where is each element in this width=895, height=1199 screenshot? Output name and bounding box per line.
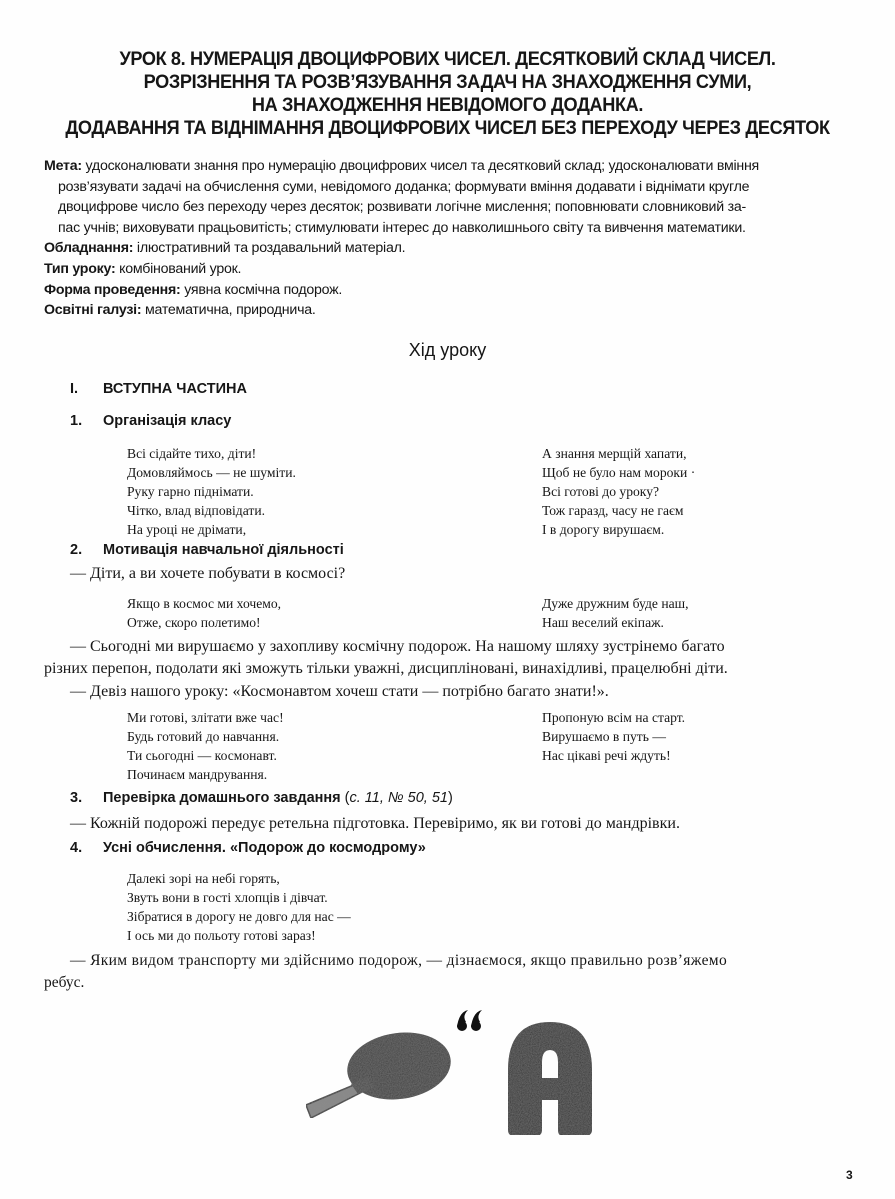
section-heading bbox=[70, 840, 426, 856]
part-number: I. bbox=[70, 381, 79, 397]
part-title: ВСТУПНА ЧАСТИНА bbox=[103, 381, 247, 397]
title-line: ДОДАВАННЯ ТА ВІДНІМАННЯ ДВОЦИФРОВИХ ЧИСЕЛ БЕЗ ПЕРЕХОДУ ЧЕРЕЗ ДЕСЯТОК bbox=[65, 117, 830, 139]
section-title: Організація класу bbox=[103, 413, 232, 429]
para-line: ребус. bbox=[44, 973, 85, 991]
poem-line: Пропоную всім на старт. bbox=[542, 710, 686, 725]
poem-line: Щоб не було нам мороки · bbox=[542, 465, 696, 480]
poem-line: І ось ми до польоту готові зараз! bbox=[127, 928, 316, 943]
rebus-picture bbox=[296, 1000, 616, 1135]
lesson-type-label: Тип уроку: bbox=[44, 260, 116, 277]
poem-line: На уроці не дрімати, bbox=[127, 522, 247, 537]
comma-sign-icon bbox=[457, 1010, 482, 1031]
lesson-form bbox=[44, 280, 884, 301]
edu-fields-label: Освітні галузі: bbox=[44, 302, 142, 319]
poem-line: Звуть вони в гості хлопців і дівчат. bbox=[127, 890, 328, 905]
poem-line: Всі готові до уроку? bbox=[542, 484, 660, 499]
motto: — Девіз нашого уроку: «Космонавтом хочеш стати — потрібно багато знати!». bbox=[70, 683, 609, 700]
section-heading bbox=[70, 413, 231, 429]
course-heading: Хід уроку bbox=[408, 340, 487, 360]
poem-line: Якщо в космос ми хочемо, bbox=[127, 596, 282, 611]
poem-line: Наш веселий екіпаж. bbox=[542, 615, 664, 630]
poem-line: Ти сьогодні — космонавт. bbox=[127, 748, 277, 763]
ref-paren: ( bbox=[344, 790, 350, 806]
poem-line: Вирушаємо в путь — bbox=[542, 729, 666, 744]
section-title: Усні обчислення. «Подорож до космодрому» bbox=[103, 840, 426, 856]
equipment bbox=[44, 238, 884, 259]
poem-line: Руку гарно піднімати. bbox=[127, 484, 254, 499]
goal-label: Мета: bbox=[44, 158, 82, 174]
title-line: УРОК 8. НУМЕРАЦІЯ ДВОЦИФРОВИХ ЧИСЕЛ. ДЕСЯТКОВИЙ СКЛАД ЧИСЕЛ. bbox=[119, 48, 776, 70]
poem-line: Далекі зорі на небі горять, bbox=[127, 871, 280, 886]
poem-line: Всі сідайте тихо, діти! bbox=[127, 446, 257, 461]
question: — Діти, а ви хочете побувати в космосі? bbox=[70, 565, 346, 582]
section-number: 4. bbox=[70, 840, 83, 856]
lesson-type bbox=[44, 259, 884, 280]
poem-line: Тож гаразд, часу не гаєм bbox=[542, 503, 684, 518]
poem-line: Дуже дружним буде наш, bbox=[542, 596, 689, 611]
lesson-meta bbox=[44, 156, 884, 321]
page-number: 3 bbox=[846, 1168, 853, 1182]
equipment-value: ілюстративний та роздавальний матеріал. bbox=[136, 240, 406, 257]
poem-right bbox=[542, 594, 689, 632]
homework-ref: с. 11, № 50, 51 bbox=[349, 790, 448, 806]
goal-line: удосконалювати знання про нумерацію двоцифрових чисел та десятковий склад; удосконалювати вміння bbox=[85, 158, 759, 174]
poem-line: Отже, скоро полетимо! bbox=[127, 615, 261, 630]
section-heading bbox=[70, 542, 344, 558]
goal bbox=[44, 156, 884, 238]
poem-right bbox=[542, 708, 685, 765]
poem-line: Зібратися в дорогу не довго для нас — bbox=[127, 909, 351, 924]
edu-fields bbox=[44, 300, 884, 321]
poem bbox=[127, 869, 351, 945]
part-heading bbox=[70, 381, 247, 397]
poem-line: Чітко, влад відповідати. bbox=[127, 503, 266, 518]
poem-line: Нас цікаві речі ждуть! bbox=[542, 748, 671, 763]
poem-left bbox=[127, 594, 281, 632]
section-heading bbox=[70, 790, 453, 806]
para-line: різних перепон, подолати які зможуть тільки уважні, дисципліновані, винахідливі, працелюбні діти. bbox=[44, 659, 728, 677]
lesson-title bbox=[31, 48, 863, 140]
section-number: 3. bbox=[70, 790, 83, 806]
goal-line: пас учнів; виховувати працьовитість; стимулювати інтерес до навколишнього світу та вивчення математики. bbox=[58, 219, 746, 236]
section-number: 2. bbox=[70, 542, 83, 558]
poem-line: А знання мерщій хапати, bbox=[542, 446, 687, 461]
poem-left bbox=[127, 444, 296, 539]
title-line: РОЗРІЗНЕННЯ ТА РОЗВ’ЯЗУВАННЯ ЗАДАЧ НА ЗНАХОДЖЕННЯ СУМИ, bbox=[143, 71, 752, 93]
poem-line: Будь готовий до навчання. bbox=[127, 729, 280, 744]
goal-line: розв’язувати задачі на обчислення суми, невідомого доданка; формувати вміння додавати і віднімати кругле bbox=[58, 178, 750, 195]
lesson-form-value: уявна космічна подорож. bbox=[184, 281, 343, 298]
paragraph: — Кожній подорожі передує ретельна підготовка. Перевіримо, як ви готові до мандрівки. bbox=[70, 815, 680, 832]
ref-paren: ) bbox=[447, 790, 453, 806]
letter-a-icon bbox=[508, 1022, 592, 1135]
lesson-form-label: Форма проведення: bbox=[44, 281, 181, 298]
para-line: — Сьогодні ми вирушаємо у захопливу космічну подорож. На нашому шляху зустрінемо багато bbox=[70, 638, 725, 655]
edu-fields-value: математична, природнича. bbox=[145, 302, 316, 319]
para-line: — Яким видом транспорту ми здійснимо подорож, — дізнаємося, якщо правильно розв’яжемо bbox=[70, 952, 728, 969]
section-title: Перевірка домашнього завдання bbox=[103, 790, 341, 806]
rebus-svg bbox=[296, 1000, 616, 1135]
title-line: НА ЗНАХОДЖЕННЯ НЕВІДОМОГО ДОДАНКА. bbox=[251, 94, 644, 116]
poem-left bbox=[127, 708, 284, 784]
lesson-type-value: комбінований урок. bbox=[119, 260, 242, 277]
racket-icon bbox=[306, 1026, 455, 1118]
paragraph bbox=[44, 950, 727, 993]
goal-line: двоцифрове число без переходу через десяток; розвивати логічне мислення; поповнювати словниковий за- bbox=[58, 199, 746, 216]
equipment-label: Обладнання: bbox=[44, 240, 134, 257]
section-title: Мотивація навчальної діяльності bbox=[103, 542, 344, 558]
poem-right bbox=[542, 444, 695, 539]
poem-line: Домовляймось — не шуміти. bbox=[127, 465, 296, 480]
poem-line: І в дорогу вирушаєм. bbox=[542, 522, 665, 537]
poem-line: Починаєм мандрування. bbox=[127, 767, 268, 782]
paragraph bbox=[44, 636, 728, 679]
poem-line: Ми готові, злітати вже час! bbox=[127, 710, 284, 725]
section-number: 1. bbox=[70, 413, 83, 429]
